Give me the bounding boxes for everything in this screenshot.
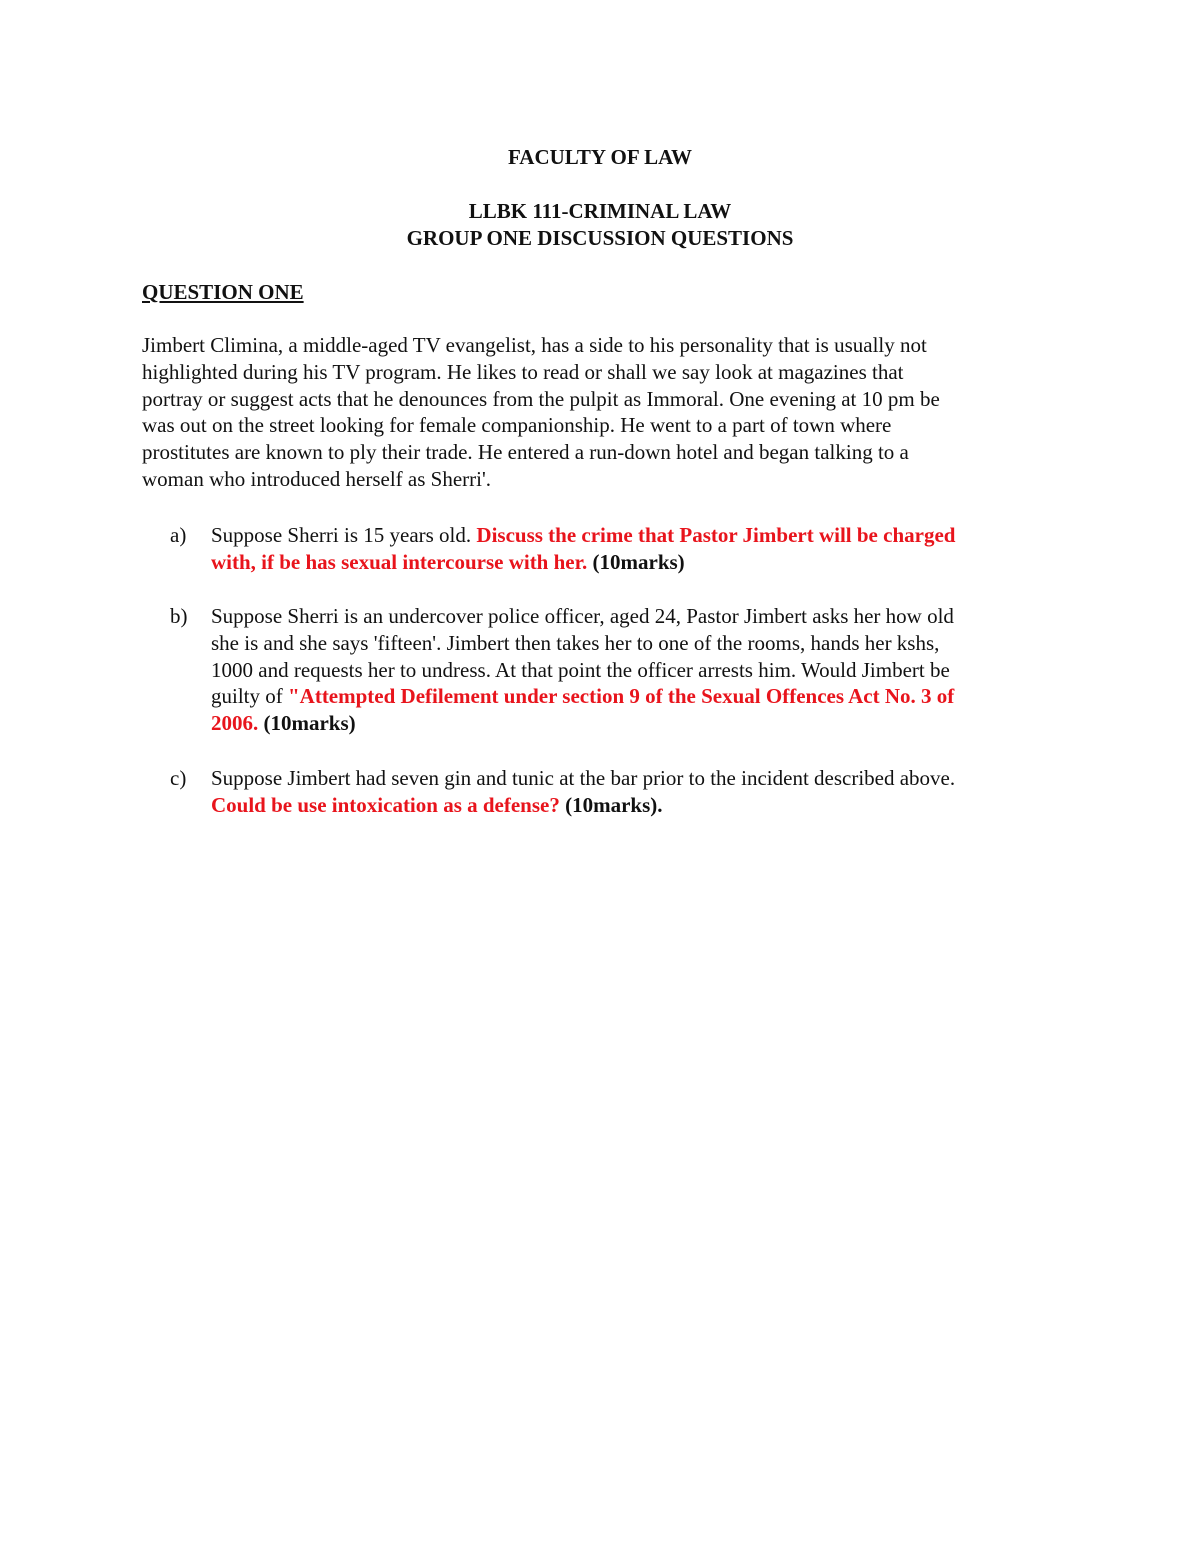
sub-question-line: [211, 683, 1071, 710]
sub-question-line: [211, 522, 1071, 549]
marks-label: (10marks): [587, 549, 685, 574]
sub-question-line: 1000 and requests her to undress. At that point the officer arrests him. Would Jimbert be: [211, 657, 950, 682]
marks-label: (10marks).: [559, 792, 663, 817]
course-heading: LLBK 111-CRIMINAL LAW: [468, 199, 732, 223]
sub-question-body: [211, 522, 1071, 576]
sub-question-line: [211, 710, 1071, 737]
highlighted-text: Could be use intoxication as a defense?: [211, 792, 560, 817]
intro-line: Jimbert Climina, a middle-aged TV evangelist, has a side to his personality that is usually not: [142, 333, 927, 357]
sub-question-line: she is and she says 'fifteen'. Jimbert then takes her to one of the rooms, hands her kshs,: [211, 630, 940, 655]
sub-question-line: [211, 792, 1071, 819]
highlighted-text: with, if be has sexual intercourse with her.: [211, 549, 588, 574]
plain-text: Suppose Sherri is 15 years old.: [211, 523, 477, 547]
intro-line: highlighted during his TV program. He likes to read or shall we say look at magazines that: [142, 359, 904, 384]
sub-question-line: Suppose Jimbert had seven gin and tunic at the bar prior to the incident described above.: [211, 766, 956, 790]
sub-question-marker: a): [170, 523, 187, 547]
sub-question-marker: b): [170, 604, 188, 628]
sub-question-line: [211, 549, 1071, 576]
question-intro: [142, 332, 1052, 493]
faculty-heading: FACULTY OF LAW: [508, 145, 692, 169]
highlighted-text: Discuss the crime that Pastor Jimbert will be charged: [476, 523, 956, 547]
intro-line: prostitutes are known to ply their trade. He entered a run-down hotel and began talking to a: [142, 440, 909, 465]
group-heading: GROUP ONE DISCUSSION QUESTIONS: [406, 226, 794, 250]
sub-question-body: [211, 603, 1071, 737]
intro-line: was out on the street looking for female companionship. He went to a part of town where: [142, 413, 892, 438]
intro-line: portray or suggest acts that he denounces from the pulpit as Immoral. One evening at 10 pm be: [142, 386, 940, 411]
highlighted-text: 2006.: [211, 711, 259, 736]
marks-label: (10marks): [258, 711, 356, 736]
question-title: QUESTION ONE: [142, 280, 304, 304]
highlighted-text: "Attempted Defilement under section 9 of the Sexual Offences Act No. 3 of: [288, 684, 955, 709]
sub-question-marker: c): [170, 766, 187, 790]
intro-line: woman who introduced herself as Sherri'.: [142, 466, 492, 491]
sub-question-body: [211, 765, 1071, 819]
plain-text: guilty of: [211, 684, 288, 709]
sub-question-line: Suppose Sherri is an undercover police officer, aged 24, Pastor Jimbert asks her how old: [211, 604, 954, 628]
